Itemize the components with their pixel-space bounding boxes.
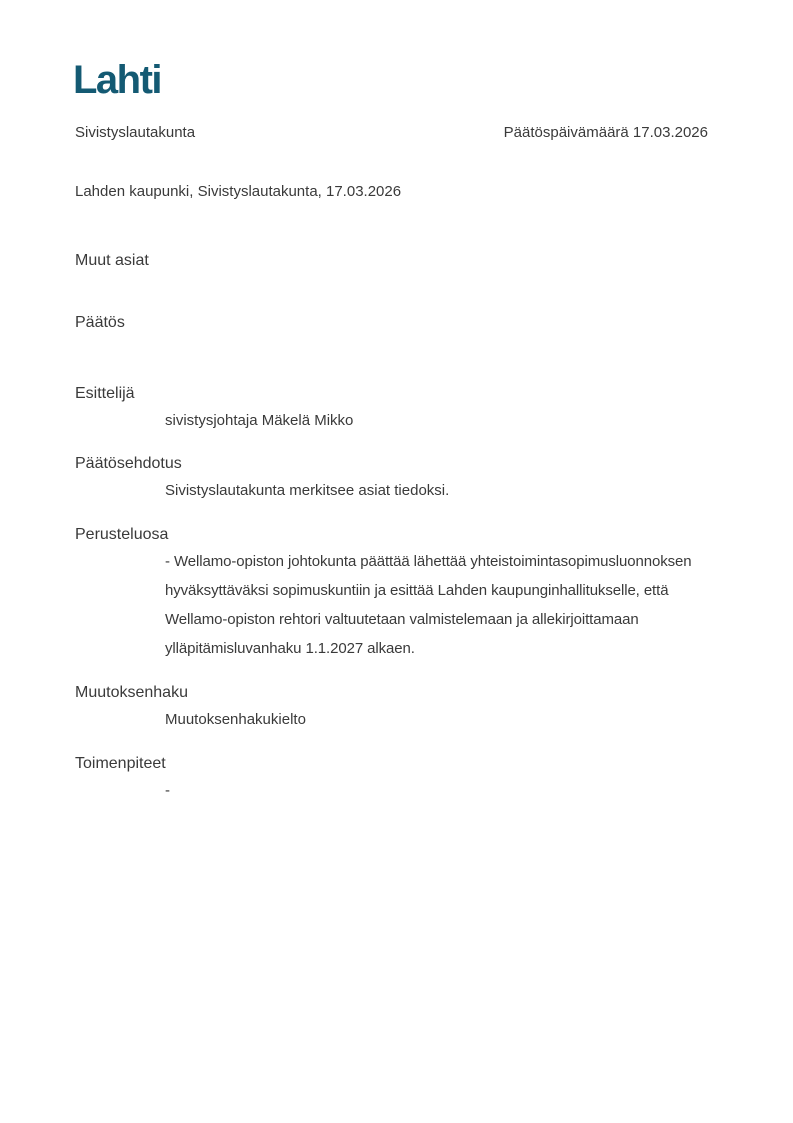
perusteluosa-paragraph-line: - Wellamo-opiston johtokunta päättää lähettää yhteistoimintasopimusluonnoksen — [165, 553, 692, 570]
header-decision-date: Päätöspäivämäärä 17.03.2026 — [503, 124, 708, 141]
section-content-paatosehdotus: Sivistyslautakunta merkitsee asiat tiedoksi. — [165, 482, 450, 499]
header-committee-name: Sivistyslautakunta — [75, 124, 196, 141]
section-label-paatos: Päätös — [75, 314, 125, 331]
section-label-perusteluosa: Perusteluosa — [75, 526, 169, 543]
section-label-paatosehdotus: Päätösehdotus — [75, 455, 182, 472]
section-content-toimenpiteet: - — [165, 782, 170, 799]
perusteluosa-paragraph-line: ylläpitämisluvanhaku 1.1.2027 alkaen. — [165, 640, 415, 657]
section-content-muutoksenhaku: Muutoksenhakukielto — [165, 711, 306, 728]
perusteluosa-paragraph-line: Wellamo-opiston rehtori valtuutetaan valmistelemaan ja allekirjoittamaan — [165, 611, 639, 628]
section-label-esittelija: Esittelijä — [75, 385, 135, 402]
document-subtitle: Lahden kaupunki, Sivistyslautakunta, 17.03.2026 — [75, 183, 402, 200]
perusteluosa-paragraph-line: hyväksyttäväksi sopimuskuntiin ja esittää Lahden kaupunginhallitukselle, että — [165, 582, 669, 599]
lahti-city-logo: Lahti — [73, 58, 162, 102]
section-label-muutoksenhaku: Muutoksenhaku — [75, 684, 188, 701]
document-header-row — [75, 123, 708, 143]
section-content-esittelija: sivistysjohtaja Mäkelä Mikko — [165, 412, 354, 429]
section-label-toimenpiteet: Toimenpiteet — [75, 755, 166, 772]
section-label-muut-asiat: Muut asiat — [75, 252, 149, 269]
